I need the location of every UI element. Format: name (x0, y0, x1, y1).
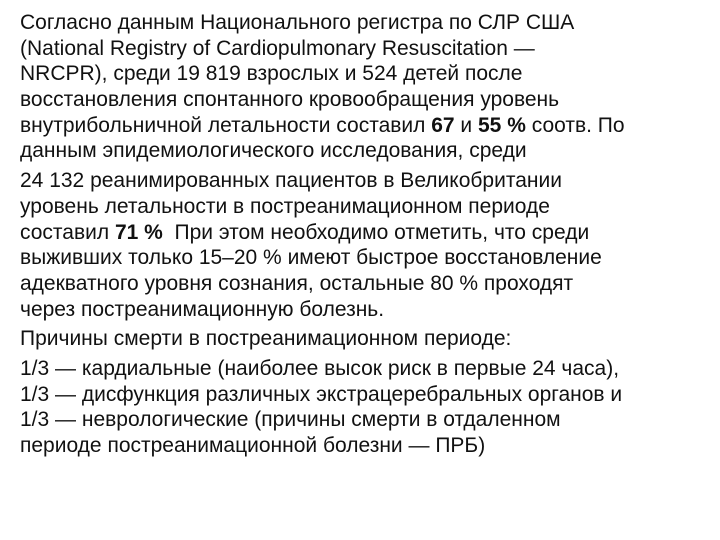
slide-text (20, 10, 720, 459)
text-segment: соотв. По (525, 113, 625, 137)
text-segment: При этом необходимо отметить, что среди (162, 220, 590, 244)
list-item-neurological: 1/3 — неврологические (причины смерти в отдаленном (20, 408, 561, 432)
text-line: выживших только 15–20 % имеют быстрое восстановление (20, 246, 602, 270)
bold-value-uk-mortality: 71 % (114, 220, 163, 244)
paragraph-causes-heading (20, 326, 720, 352)
text-line: NRCPR), среди 19 819 взрослых и 524 детей после (20, 62, 523, 86)
text-line: восстановления спонтанного кровообращения уровень (20, 88, 560, 112)
text-line: Причины смерти в постреанимационном периоде: (20, 327, 512, 351)
text-line (20, 113, 720, 139)
paragraph-uk-study (20, 168, 720, 322)
paragraph-causes-list (20, 356, 720, 459)
text-line: данным эпидемиологического исследования, среди (20, 139, 527, 163)
list-item-cardiac: 1/3 — кардиальные (наиболее высок риск в первые 24 часа), (20, 356, 620, 380)
text-line: (National Registry of Cardiopulmonary Resuscitation — (20, 36, 535, 60)
bold-value-child-mortality: 55 % (478, 113, 526, 137)
paragraph-statistics-nrcpr (20, 10, 720, 164)
text-line: уровень летальности в постреанимационном периоде (20, 194, 550, 218)
text-line: через постреанимационную болезнь. (20, 297, 385, 321)
bold-value-adult-mortality: 67 (431, 113, 455, 137)
list-item-extracerebral: 1/3 — дисфункция различных экстрацеребральных органов и (20, 382, 623, 406)
text-segment: внутрибольничной летальности составил (20, 113, 432, 137)
text-line: адекватного уровня сознания, остальные 80 % проходят (20, 271, 574, 295)
text-line (20, 220, 720, 246)
text-line: периоде постреанимационной болезни — ПРБ) (20, 434, 486, 457)
text-line: Согласно данным Национального регистра по СЛР США (20, 11, 575, 34)
text-segment: и (454, 113, 478, 137)
text-segment: составил (20, 220, 115, 244)
text-line: 24 132 реанимированных пациентов в Великобритании (20, 169, 562, 193)
